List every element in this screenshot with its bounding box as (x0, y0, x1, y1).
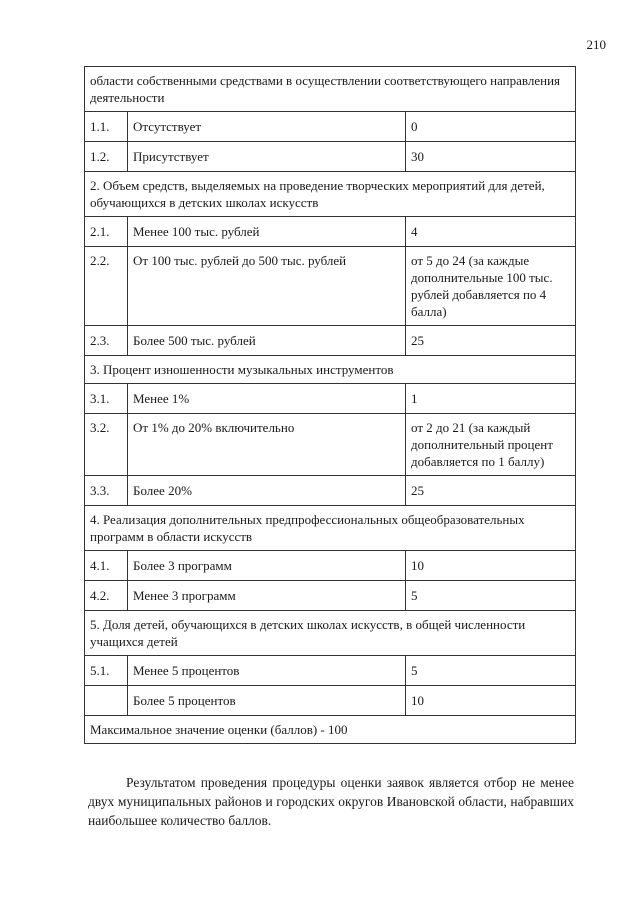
criterion-score: 25 (406, 476, 576, 506)
section-row (85, 356, 576, 384)
criteria-table-body (85, 67, 576, 744)
criterion-score: 1 (406, 384, 576, 414)
criterion-score: 25 (406, 326, 576, 356)
criterion-row (85, 476, 576, 506)
criterion-label: Менее 5 процентов (128, 656, 406, 686)
section-row (85, 67, 576, 112)
section-row (85, 172, 576, 217)
criterion-row (85, 656, 576, 686)
criterion-number: 4.2. (85, 581, 128, 611)
criterion-number: 3.2. (85, 414, 128, 476)
criterion-label: Более 20% (128, 476, 406, 506)
criterion-label: Менее 100 тыс. рублей (128, 217, 406, 247)
criterion-label: Более 500 тыс. рублей (128, 326, 406, 356)
section-heading: области собственными средствами в осуществлении соответствующего направления деятельности (85, 67, 576, 112)
section-heading: 4. Реализация дополнительных предпрофессиональных общеобразовательных программ в области искусств (85, 506, 576, 551)
criterion-row (85, 551, 576, 581)
criterion-number: 5.1. (85, 656, 128, 686)
criterion-score: 0 (406, 112, 576, 142)
section-heading: 2. Объем средств, выделяемых на проведение творческих мероприятий для детей, обучающихся в детских школах искусств (85, 172, 576, 217)
criterion-row (85, 384, 576, 414)
criteria-table (84, 66, 576, 744)
criterion-number: 1.1. (85, 112, 128, 142)
criterion-number (85, 686, 128, 716)
criterion-score: 5 (406, 656, 576, 686)
criterion-row (85, 686, 576, 716)
section-row (85, 716, 576, 744)
criterion-row (85, 414, 576, 476)
criterion-number: 3.3. (85, 476, 128, 506)
criterion-number: 1.2. (85, 142, 128, 172)
criterion-label: Менее 1% (128, 384, 406, 414)
criterion-score: 4 (406, 217, 576, 247)
criterion-number: 4.1. (85, 551, 128, 581)
section-heading: 3. Процент изношенности музыкальных инструментов (85, 356, 576, 384)
criterion-number: 2.2. (85, 247, 128, 326)
criterion-label: Присутствует (128, 142, 406, 172)
criterion-score: от 2 до 21 (за каждый дополнительный процент добавляется по 1 баллу) (406, 414, 576, 476)
page-number: 210 (586, 37, 606, 52)
criterion-label: Отсутствует (128, 112, 406, 142)
criterion-score: 10 (406, 686, 576, 716)
criterion-row (85, 326, 576, 356)
criterion-label: Менее 3 программ (128, 581, 406, 611)
section-row (85, 611, 576, 656)
section-heading: Максимальное значение оценки (баллов) - 100 (85, 716, 576, 744)
criterion-label: Более 3 программ (128, 551, 406, 581)
criterion-label: Более 5 процентов (128, 686, 406, 716)
criterion-number: 3.1. (85, 384, 128, 414)
summary-paragraph: Результатом проведения процедуры оценки заявок является отбор не менее двух муниципальных районов и городских округов Ивановской области, набравших наибольшее количество баллов. (88, 775, 574, 828)
criterion-score: от 5 до 24 (за каждые дополнительные 100 тыс. рублей добавляется по 4 балла) (406, 247, 576, 326)
criterion-label: От 1% до 20% включительно (128, 414, 406, 476)
criterion-row (85, 112, 576, 142)
section-heading: 5. Доля детей, обучающихся в детских школах искусств, в общей численности учащихся детей (85, 611, 576, 656)
criterion-score: 30 (406, 142, 576, 172)
criterion-number: 2.3. (85, 326, 128, 356)
criterion-score: 5 (406, 581, 576, 611)
criterion-row (85, 581, 576, 611)
criterion-row (85, 142, 576, 172)
criterion-label: От 100 тыс. рублей до 500 тыс. рублей (128, 247, 406, 326)
criterion-row (85, 247, 576, 326)
criterion-number: 2.1. (85, 217, 128, 247)
section-row (85, 506, 576, 551)
criterion-score: 10 (406, 551, 576, 581)
criterion-row (85, 217, 576, 247)
